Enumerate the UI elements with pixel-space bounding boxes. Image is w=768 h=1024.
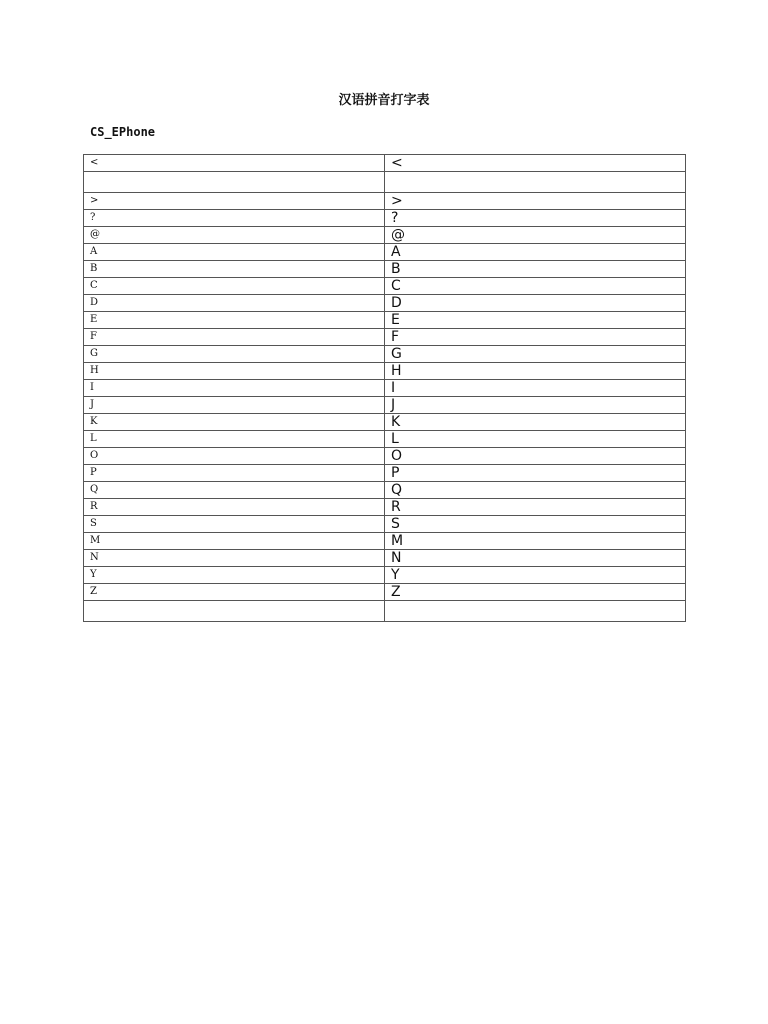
table-cell-left: F <box>84 329 385 346</box>
table-cell-right: < <box>385 155 686 172</box>
table-row <box>84 227 686 244</box>
table-cell-left: H <box>84 363 385 380</box>
table-row <box>84 172 686 193</box>
table-row <box>84 533 686 550</box>
table-row <box>84 397 686 414</box>
table-cell-left: M <box>84 533 385 550</box>
table-row <box>84 516 686 533</box>
table-cell-right: I <box>385 380 686 397</box>
character-table-body <box>84 155 686 622</box>
table-cell-left: ? <box>84 210 385 227</box>
table-cell-right: P <box>385 465 686 482</box>
table-row <box>84 601 686 622</box>
table-cell-right: R <box>385 499 686 516</box>
table-cell-right: G <box>385 346 686 363</box>
table-row <box>84 499 686 516</box>
table-cell-right: Z <box>385 584 686 601</box>
table-cell-left: R <box>84 499 385 516</box>
table-cell-left: Q <box>84 482 385 499</box>
table-row <box>84 567 686 584</box>
table-cell-right: ? <box>385 210 686 227</box>
table-cell-right: > <box>385 193 686 210</box>
table-row <box>84 312 686 329</box>
table-cell-right <box>385 601 686 622</box>
table-row <box>84 329 686 346</box>
table-cell-left: N <box>84 550 385 567</box>
table-cell-right: Q <box>385 482 686 499</box>
table-cell-right: B <box>385 261 686 278</box>
table-row <box>84 465 686 482</box>
table-row <box>84 380 686 397</box>
table-cell-left: L <box>84 431 385 448</box>
table-row <box>84 584 686 601</box>
table-cell-right: S <box>385 516 686 533</box>
table-cell-left: J <box>84 397 385 414</box>
table-cell-right: @ <box>385 227 686 244</box>
table-cell-left: < <box>84 155 385 172</box>
table-row <box>84 210 686 227</box>
table-cell-left: I <box>84 380 385 397</box>
character-table <box>83 154 686 622</box>
table-row <box>84 261 686 278</box>
table-cell-left: C <box>84 278 385 295</box>
table-cell-left: B <box>84 261 385 278</box>
table-row <box>84 363 686 380</box>
table-row <box>84 193 686 210</box>
table-row <box>84 550 686 567</box>
table-row <box>84 155 686 172</box>
document-subtitle: CS_EPhone <box>90 125 156 139</box>
table-row <box>84 431 686 448</box>
table-cell-right: H <box>385 363 686 380</box>
table-row <box>84 295 686 312</box>
table-cell-right: C <box>385 278 686 295</box>
table-cell-left: E <box>84 312 385 329</box>
table-cell-right: F <box>385 329 686 346</box>
table-row <box>84 244 686 261</box>
table-cell-right: M <box>385 533 686 550</box>
table-cell-left: K <box>84 414 385 431</box>
table-cell-left: > <box>84 193 385 210</box>
table-cell-right: N <box>385 550 686 567</box>
table-cell-right: Y <box>385 567 686 584</box>
table-cell-left: O <box>84 448 385 465</box>
table-row <box>84 414 686 431</box>
document-title: 汉语拼音打字表 <box>338 93 430 108</box>
table-cell-left: G <box>84 346 385 363</box>
table-cell-right: A <box>385 244 686 261</box>
table-cell-right: L <box>385 431 686 448</box>
table-cell-left <box>84 172 385 193</box>
table-cell-left: D <box>84 295 385 312</box>
table-cell-right <box>385 172 686 193</box>
table-cell-right: K <box>385 414 686 431</box>
table-cell-left: S <box>84 516 385 533</box>
table-row <box>84 278 686 295</box>
table-cell-right: J <box>385 397 686 414</box>
table-row <box>84 346 686 363</box>
table-cell-left: Y <box>84 567 385 584</box>
table-cell-right: E <box>385 312 686 329</box>
table-cell-right: O <box>385 448 686 465</box>
table-cell-left: A <box>84 244 385 261</box>
table-cell-left: Z <box>84 584 385 601</box>
table-row <box>84 482 686 499</box>
table-cell-left <box>84 601 385 622</box>
table-row <box>84 448 686 465</box>
table-cell-left: P <box>84 465 385 482</box>
table-cell-right: D <box>385 295 686 312</box>
table-cell-left: @ <box>84 227 385 244</box>
